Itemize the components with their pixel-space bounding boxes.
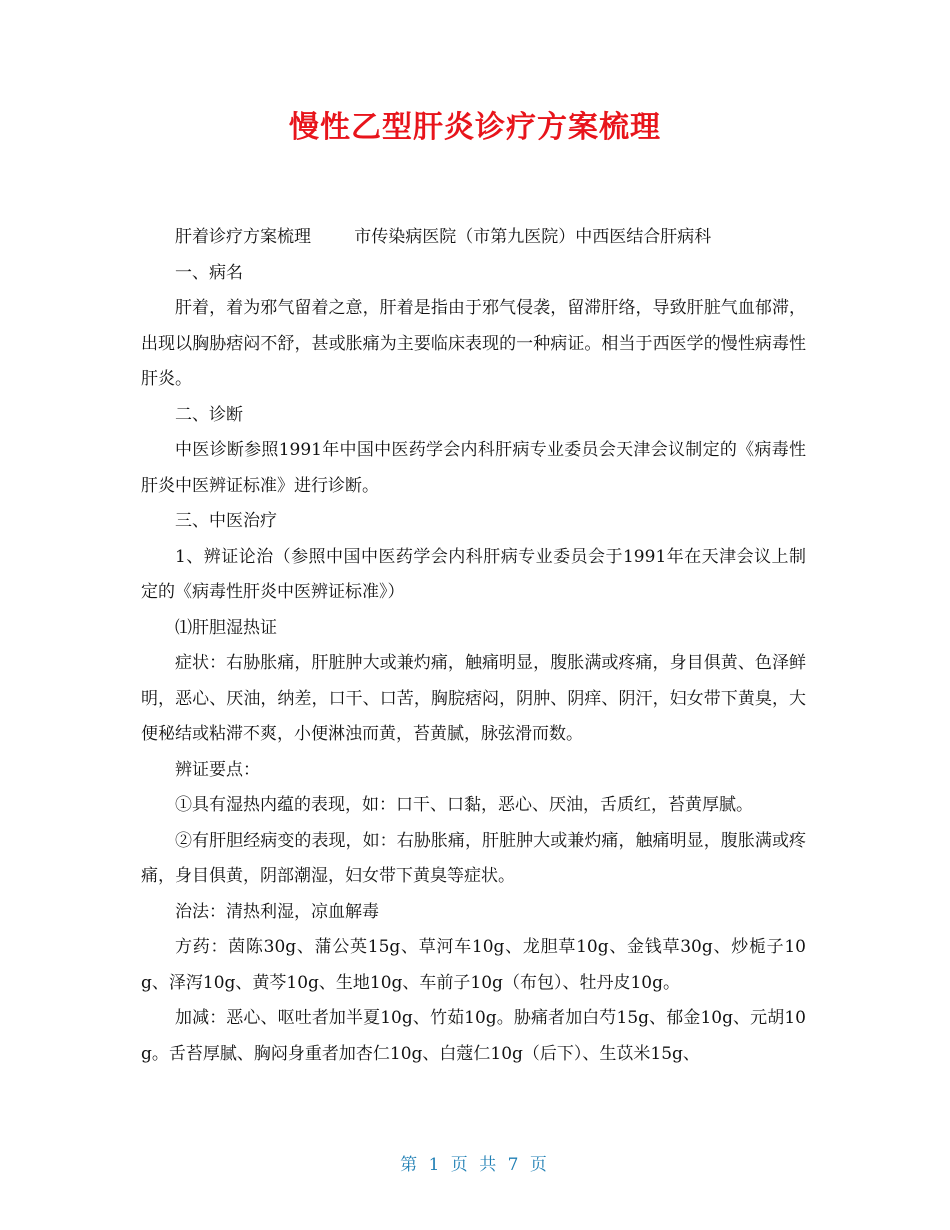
paragraph-symptoms: 症状：右胁胀痛，肝脏肿大或兼灼痛，触痛明显，腹胀满或疼痛，身目俱黄、色泽鲜明，恶心、厌油，纳差，口干、口苦，胸脘痞闷，阴肿、阴痒、阴汗，妇女带下黄臭，大便秘结或粘滞不爽，小便淋浊而黄，苔黄腻，脉弦滑而数。 bbox=[141, 653, 806, 744]
header-line bbox=[141, 220, 806, 256]
paragraph-key-point-1: ①具有湿热内蕴的表现，如：口干、口黏，恶心、厌油，舌质红，苔黄厚腻。 bbox=[175, 795, 753, 815]
paragraph-key-points-label: 辨证要点： bbox=[175, 759, 260, 780]
subheading-liver-gallbladder-damp-heat: ⑴肝胆湿热证 bbox=[175, 617, 277, 638]
section-heading-disease-name: 一、病名 bbox=[175, 262, 243, 283]
section-heading-tcm-treatment: 三、中医治疗 bbox=[175, 511, 277, 531]
paragraph-modifications: 加减：恶心、呕吐者加半夏10g、竹茹10g。胁痛者加白芍15g、郁金10g、元胡10g。舌苔厚腻、胸闷身重者加杏仁10g、白蔻仁10g（后下）、生苡米15g、 bbox=[141, 1008, 806, 1064]
paragraph-syndrome-differentiation: 1、辨证论治（参照中国中医药学会内科肝病专业委员会于1991年在天津会议上制定的《病毒性肝炎中医辨证标准》） bbox=[141, 546, 806, 602]
header-right: 市传染病医院（市第九医院）中西医结合肝病科 bbox=[354, 227, 712, 247]
paragraph-definition: 肝着，着为邪气留着之意，肝着是指由于邪气侵袭，留滞肝络，导致肝脏气血郁滞，出现以胸胁痞闷不舒，甚或胀痛为主要临床表现的一种病证。相当于西医学的慢性病毒性肝炎。 bbox=[141, 298, 806, 389]
page-footer: 第 1 页 共 7 页 bbox=[400, 1155, 550, 1175]
document-body bbox=[141, 220, 806, 1072]
paragraph-treatment-method: 治法：清热利湿，凉血解毒 bbox=[175, 901, 379, 922]
paragraph-diagnosis: 中医诊断参照1991年中国中医药学会内科肝病专业委员会天津会议制定的《病毒性肝炎中医辨证标准》进行诊断。 bbox=[141, 440, 806, 496]
section-heading-diagnosis: 二、诊断 bbox=[175, 404, 243, 425]
paragraph-key-point-2: ②有肝胆经病变的表现，如：右胁胀痛，肝脏肿大或兼灼痛，触痛明显，腹胀满或疼痛，身目俱黄，阴部潮湿，妇女带下黄臭等症状。 bbox=[141, 830, 806, 886]
document-title: 慢性乙型肝炎诊疗方案梳理 bbox=[289, 110, 661, 145]
paragraph-prescription: 方药：茵陈30g、蒲公英15g、草河车10g、龙胆草10g、金钱草30g、炒栀子10g、泽泻10g、黄芩10g、生地10g、车前子10g（布包）、牡丹皮10g。 bbox=[141, 937, 806, 993]
header-left: 肝着诊疗方案梳理 bbox=[175, 227, 311, 247]
